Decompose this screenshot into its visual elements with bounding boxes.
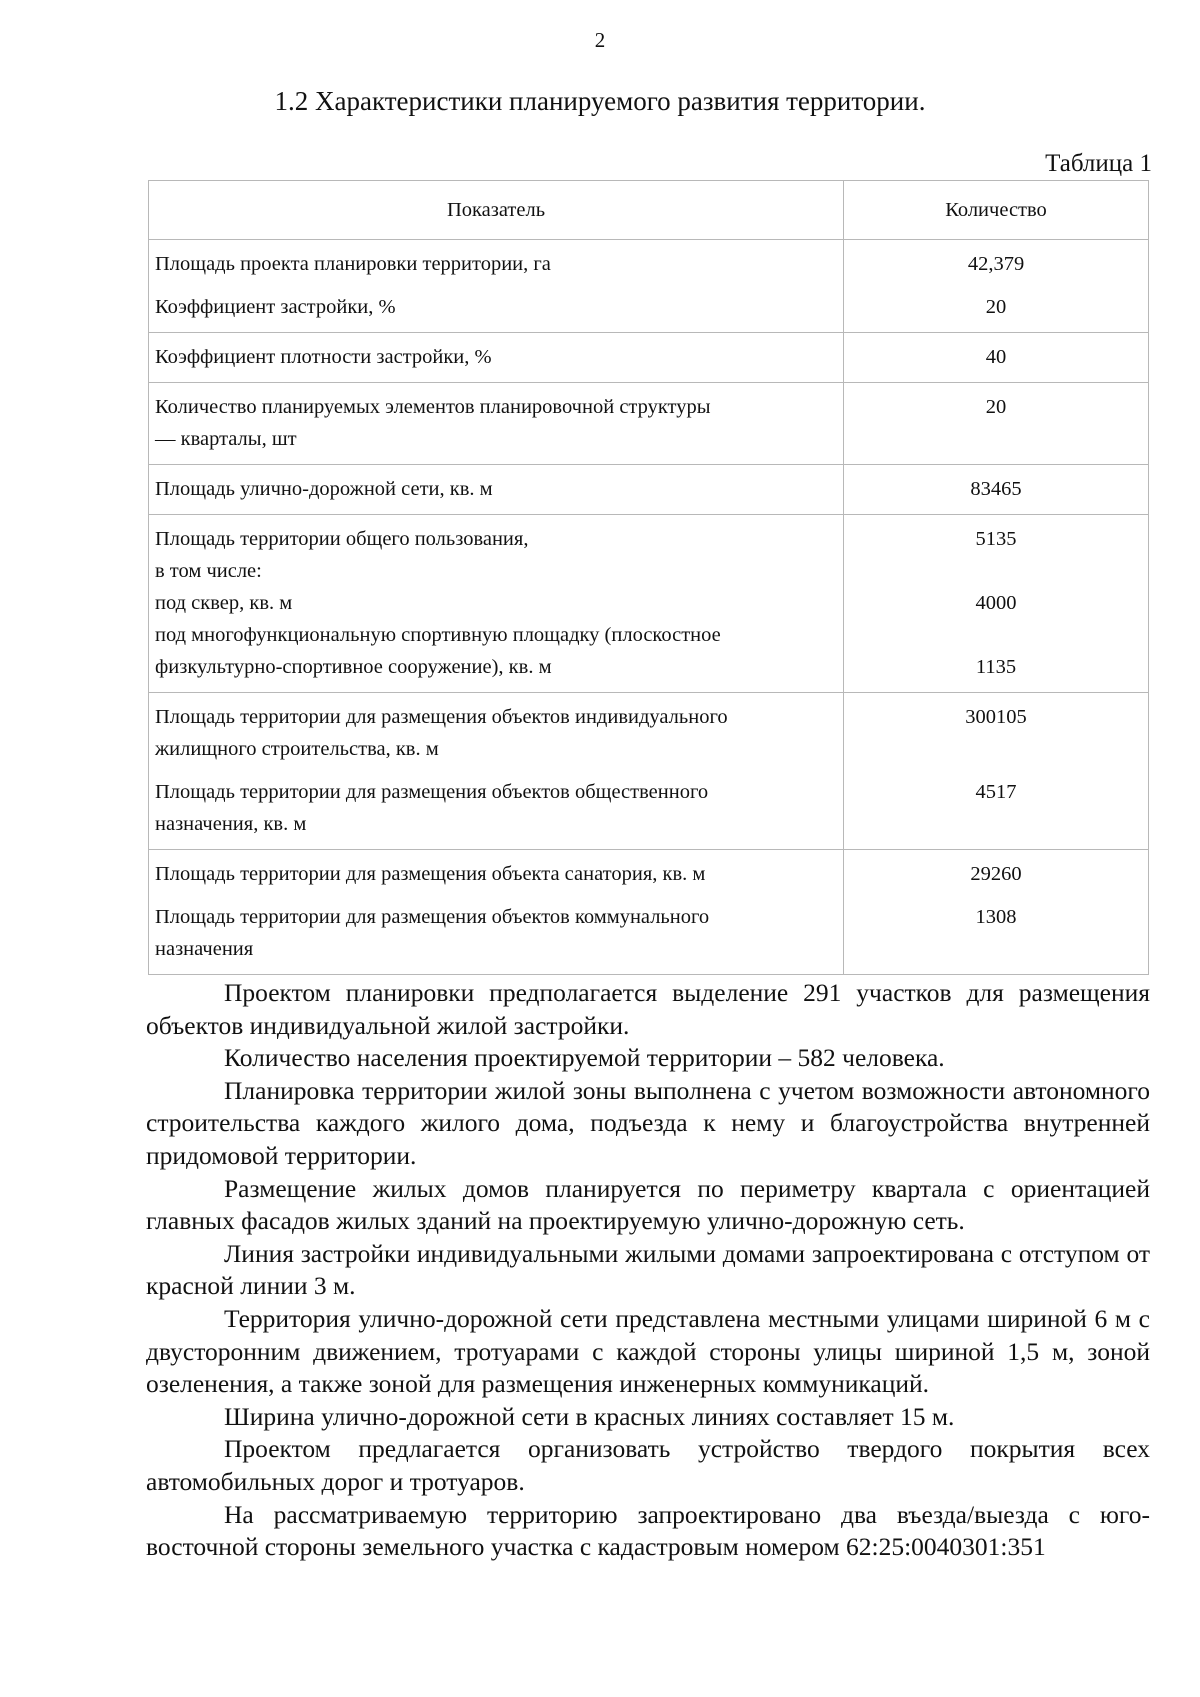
indicator-text: Количество планируемых элементов планировочной структуры [155, 396, 711, 418]
value-text: 83465 [970, 478, 1022, 500]
value-text: 42,379 [967, 253, 1025, 275]
table-row [149, 850, 1149, 900]
page-number: 2 [594, 28, 606, 52]
table-row [149, 383, 1149, 465]
paragraph: Ширина улично-дорожной сети в красных линиях составляет 15 м. [224, 1401, 955, 1431]
indicator-text: назначения, кв. м [155, 813, 307, 835]
paragraph: Размещение жилых домов планируется по периметру квартала с ориентацией главных фасадов жилых зданий на проектируемую улично-дорожную сеть. [146, 1173, 1150, 1236]
value-cell [844, 774, 1149, 850]
indicator-cell [149, 693, 844, 775]
indicator-text: Площадь территории для размещения объектов коммунального [155, 906, 710, 928]
table-row [149, 465, 1149, 515]
indicators-table-container [148, 180, 1148, 975]
value-cell [844, 693, 1149, 775]
value-cell [844, 333, 1149, 383]
indicator-text: Коэффициент плотности застройки, % [155, 346, 492, 368]
paragraph: Проектом предлагается организовать устройство твердого покрытия всех автомобильных дорог и тротуаров. [146, 1434, 1150, 1496]
indicator-cell [149, 899, 844, 975]
indicator-text: жилищного строительства, кв. м [155, 738, 439, 760]
indicator-text: в том числе: [155, 560, 262, 582]
value-text: 4000 [975, 592, 1017, 614]
paragraph: Количество населения проектируемой территории – 582 человека. [224, 1043, 945, 1073]
indicator-cell [149, 850, 844, 900]
table-row [149, 693, 1149, 775]
indicator-text: Коэффициент застройки, % [155, 296, 396, 318]
table-header-row [149, 181, 1149, 240]
paragraph: Территория улично-дорожной сети представлена местными улицами шириной 6 м с двусторонним движением, тротуарами с каждой стороны улицы шириной 1,5 м, зоной озеленения, а также зоной для размещения инженерных коммуникаций. [146, 1303, 1150, 1399]
value-cell [844, 289, 1149, 333]
header-quantity: Количество [844, 181, 1149, 240]
value-cell [844, 240, 1149, 290]
paragraph: Планировка территории жилой зоны выполнена с учетом возможности автономного строительства каждого жилого дома, подъезда к нему и благоустройства внутренней придомовой территории. [146, 1075, 1150, 1170]
value-cell [844, 850, 1149, 900]
indicator-cell [149, 333, 844, 383]
indicator-cell [149, 289, 844, 333]
table-caption: Таблица 1 [1045, 150, 1152, 177]
paragraph: На рассматриваемую территорию запроектировано два въезда/выезда с юго-восточной стороны земельного участка с кадастровым номером 62:25:0040301:351 [146, 1499, 1150, 1562]
value-cell [844, 899, 1149, 975]
indicator-text: Площадь улично-дорожной сети, кв. м [155, 478, 493, 500]
indicator-cell [149, 774, 844, 850]
paragraph: Линия застройки индивидуальными жилыми домами запроектирована с отступом от красной линии 3 м. [146, 1238, 1150, 1301]
value-text: 300105 [965, 706, 1027, 728]
value-text: 29260 [970, 863, 1022, 885]
value-text: 40 [985, 346, 1007, 368]
indicator-cell [149, 515, 844, 693]
indicator-text: Площадь территории для размещения объекта санатория, кв. м [155, 863, 706, 885]
body-text [146, 977, 1150, 1564]
indicator-text: Площадь территории общего пользования, [155, 528, 529, 550]
header-indicator: Показатель [149, 181, 844, 240]
value-text: 1308 [975, 906, 1017, 928]
table-row [149, 240, 1149, 290]
value-text: 4517 [975, 781, 1017, 803]
section-title: 1.2 Характеристики планируемого развития территории. [274, 86, 926, 116]
paragraph: Проектом планировки предполагается выделение 291 участков для размещения объектов индивидуальной жилой застройки. [146, 978, 1150, 1040]
value-cell [844, 383, 1149, 465]
indicator-text: физкультурно-спортивное сооружение), кв. м [155, 656, 552, 678]
value-text: 5135 [975, 528, 1017, 550]
indicators-table [148, 180, 1149, 975]
table-row [149, 289, 1149, 333]
table-row [149, 899, 1149, 975]
indicator-text: под многофункциональную спортивную площадку (плоскостное [155, 624, 721, 646]
indicator-text: — кварталы, шт [155, 428, 297, 450]
indicator-text: Площадь территории для размещения объектов общественного [155, 781, 709, 803]
indicator-cell [149, 465, 844, 515]
value-cell [844, 465, 1149, 515]
value-text: 1135 [975, 656, 1017, 678]
value-text: 20 [985, 396, 1007, 418]
value-text: 20 [985, 296, 1007, 318]
indicator-text: Площадь проекта планировки территории, га [155, 253, 551, 275]
indicator-text: под сквер, кв. м [155, 592, 293, 614]
indicator-cell [149, 383, 844, 465]
indicator-cell [149, 240, 844, 290]
indicator-text: Площадь территории для размещения объектов индивидуального [155, 706, 728, 728]
table-row [149, 774, 1149, 850]
table-row [149, 333, 1149, 383]
table-row [149, 515, 1149, 693]
value-cell [844, 515, 1149, 693]
indicator-text: назначения [155, 938, 254, 960]
